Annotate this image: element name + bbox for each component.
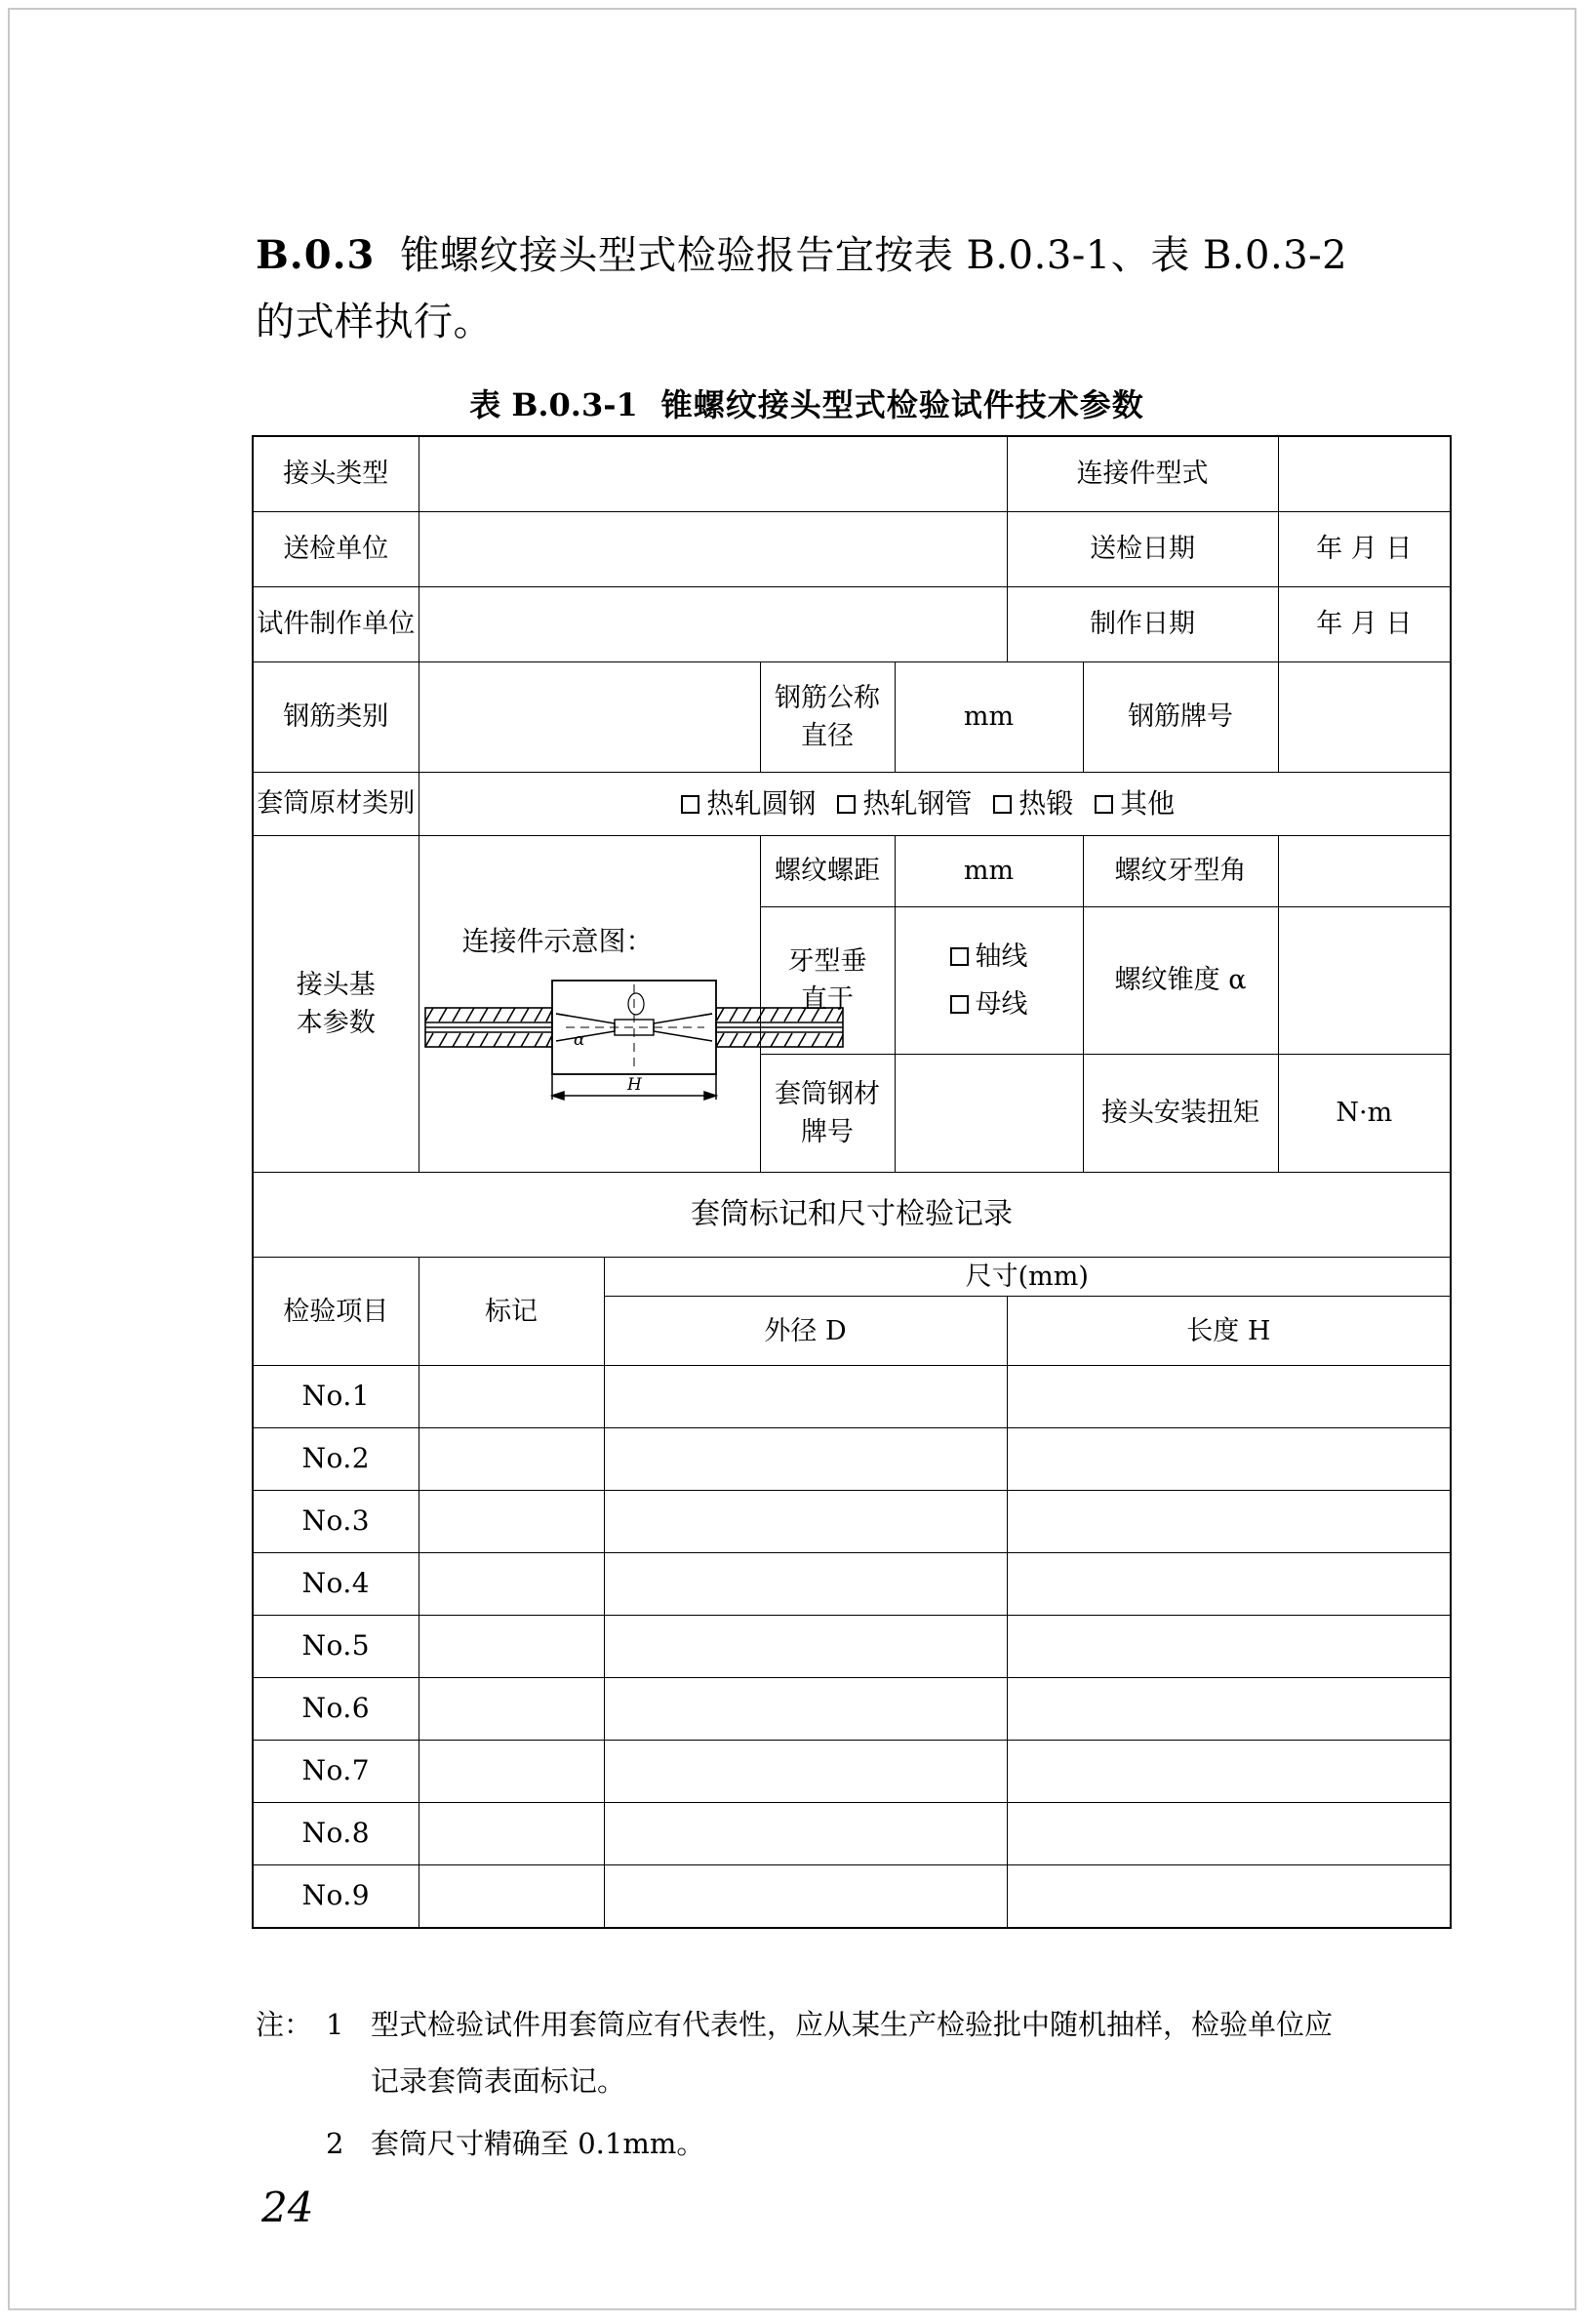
cell-mark[interactable] (419, 1553, 604, 1616)
cell-outer-diameter[interactable] (604, 1865, 1007, 1929)
tooth-perpendicular-options (895, 907, 1083, 1055)
table-row-submitting-unit (253, 512, 1451, 587)
table-row (253, 1803, 1451, 1865)
notes-label: 注： (256, 2008, 313, 2041)
cell-length[interactable] (1007, 1741, 1451, 1803)
cell-item: No.8 (253, 1803, 419, 1865)
note-text-1-line2: 记录套筒表面标记。 (371, 2064, 626, 2098)
table-caption (256, 381, 1358, 425)
label-sleeve-material: 套筒原材类别 (253, 773, 419, 836)
table-row (253, 1678, 1451, 1741)
label-submitting-unit: 送检单位 (253, 512, 419, 587)
option-label-2: 热锻 (1018, 786, 1074, 820)
value-sleeve-steel-grade[interactable] (895, 1055, 1083, 1173)
unit-thread-pitch: mm (895, 836, 1083, 907)
value-coupler-type[interactable] (1278, 436, 1451, 512)
table-caption-title: 锥螺纹接头型式检验试件技术参数 (660, 386, 1144, 423)
label-rebar-nominal-diameter-line1: 钢筋公称 (775, 682, 880, 713)
option-label-1: 热轧钢管 (862, 786, 973, 820)
cell-mark[interactable] (419, 1865, 604, 1929)
cell-item: No.4 (253, 1553, 419, 1616)
checkbox-icon[interactable] (837, 795, 856, 814)
value-joint-type[interactable] (419, 436, 1007, 512)
label-sleeve-steel-grade-line1: 套筒钢材 (775, 1078, 880, 1109)
table-row-sleeve-material (253, 773, 1451, 836)
cell-length[interactable] (1007, 1803, 1451, 1865)
unit-rebar-diameter: mm (895, 662, 1083, 773)
value-rebar-class[interactable] (419, 662, 760, 773)
cell-mark[interactable] (419, 1616, 604, 1678)
clause-paragraph (256, 222, 1358, 355)
label-rebar-grade: 钢筋牌号 (1083, 662, 1278, 773)
label-specimen-maker: 试件制作单位 (253, 587, 419, 662)
coupler-diagram-cell (419, 836, 760, 1173)
cell-item: No.3 (253, 1491, 419, 1553)
note-text-1-line1: 型式检验试件用套筒应有代表性，应从某生产检验批中随机抽样，检验单位应 (371, 2008, 1334, 2041)
option-label-axis: 轴线 (975, 942, 1028, 973)
cell-item: No.6 (253, 1678, 419, 1741)
coupler-diagram (419, 961, 760, 1107)
label-joint-type: 接头类型 (253, 436, 419, 512)
table-row (253, 1865, 1451, 1929)
checkbox-icon[interactable] (950, 947, 969, 966)
cell-outer-diameter[interactable] (604, 1553, 1007, 1616)
option-hot-forged[interactable] (993, 784, 1073, 824)
cell-mark[interactable] (419, 1741, 604, 1803)
technical-parameters-table (252, 435, 1450, 1929)
table-row-records-header-top (253, 1258, 1451, 1297)
table-row (253, 1366, 1451, 1428)
cell-outer-diameter[interactable] (604, 1616, 1007, 1678)
cell-outer-diameter[interactable] (604, 1678, 1007, 1741)
label-sleeve-steel-grade-line2: 牌号 (801, 1117, 854, 1147)
value-make-date[interactable]: 年 月 日 (1278, 587, 1451, 662)
cell-length[interactable] (1007, 1616, 1451, 1678)
cell-outer-diameter[interactable] (604, 1366, 1007, 1428)
table-row-thread-pitch (253, 836, 1451, 907)
table-row (253, 1741, 1451, 1803)
table-row (253, 1553, 1451, 1616)
cell-item: No.7 (253, 1741, 419, 1803)
label-basic-parameters-line2: 本参数 (296, 1008, 376, 1038)
cell-length[interactable] (1007, 1553, 1451, 1616)
cell-mark[interactable] (419, 1803, 604, 1865)
checkbox-icon[interactable] (993, 795, 1012, 814)
label-tooth-perpendicular-line2: 直于 (801, 984, 854, 1015)
label-thread-taper: 螺纹锥度 α (1083, 907, 1278, 1055)
option-hot-rolled-round-steel[interactable] (681, 784, 816, 824)
checkbox-icon[interactable] (681, 795, 699, 814)
cell-outer-diameter[interactable] (604, 1428, 1007, 1491)
label-rebar-class: 钢筋类别 (253, 662, 419, 773)
table-row (253, 1491, 1451, 1553)
cell-mark[interactable] (419, 1678, 604, 1741)
col-header-length: 长度 H (1007, 1297, 1451, 1366)
label-install-torque: 接头安装扭矩 (1083, 1055, 1278, 1173)
label-rebar-nominal-diameter (760, 662, 895, 773)
cell-item: No.1 (253, 1366, 419, 1428)
label-coupler-type: 连接件型式 (1007, 436, 1278, 512)
table-row (253, 1428, 1451, 1491)
table-row-joint-type (253, 436, 1451, 512)
option-axis[interactable] (896, 938, 1083, 976)
clause-number: B.0.3 (256, 232, 376, 278)
note-item-2 (256, 2115, 1407, 2172)
note-text-2-line1: 套筒尺寸精确至 0.1mm。 (371, 2127, 705, 2160)
clause-text: 锥螺纹接头型式检验报告宜按表 B.0.3-1、表 B.0.3-2 的式样执行。 (256, 233, 1348, 344)
cell-outer-diameter[interactable] (604, 1491, 1007, 1553)
option-label-0: 热轧圆钢 (706, 786, 817, 820)
table-caption-number: 表 B.0.3-1 (469, 386, 638, 423)
label-tooth-perpendicular-line1: 牙型垂 (787, 945, 867, 977)
label-thread-pitch: 螺纹螺距 (760, 836, 895, 907)
cell-mark[interactable] (419, 1491, 604, 1553)
note-index-2: 2 (326, 2127, 344, 2160)
page-number: 24 (261, 2184, 314, 2231)
table-row-section-title (253, 1173, 1451, 1258)
cell-length[interactable] (1007, 1865, 1451, 1929)
H-label: H (626, 1075, 642, 1096)
col-header-inspection-item: 检验项目 (253, 1258, 419, 1366)
section-title-sleeve-records: 套筒标记和尺寸检验记录 (253, 1173, 1451, 1258)
label-basic-parameters-line1: 接头基 (296, 969, 376, 1000)
note-index-1: 1 (326, 2008, 344, 2041)
cell-item: No.5 (253, 1616, 419, 1678)
cell-length[interactable] (1007, 1678, 1451, 1741)
cell-item: No.9 (253, 1865, 419, 1929)
option-other[interactable] (1095, 784, 1175, 824)
unit-install-torque: N·m (1278, 1055, 1451, 1173)
label-thread-angle: 螺纹牙型角 (1083, 836, 1278, 907)
label-basic-parameters (253, 836, 419, 1173)
cell-length[interactable] (1007, 1428, 1451, 1491)
cell-mark[interactable] (419, 1428, 604, 1491)
option-generatrix[interactable] (896, 985, 1083, 1023)
alpha-label: α (573, 1030, 584, 1051)
value-rebar-grade[interactable] (1278, 662, 1451, 773)
table-row-rebar-class (253, 662, 1451, 773)
col-header-mark: 标记 (419, 1258, 604, 1366)
cell-item: No.2 (253, 1428, 419, 1491)
cell-outer-diameter[interactable] (604, 1803, 1007, 1865)
option-label-generatrix: 母线 (975, 988, 1028, 1020)
cell-length[interactable] (1007, 1491, 1451, 1553)
table-row (253, 1616, 1451, 1678)
value-specimen-maker[interactable] (419, 587, 1007, 662)
value-thread-taper[interactable] (1278, 907, 1451, 1055)
checkbox-icon[interactable] (1095, 795, 1113, 814)
table-row-specimen-maker (253, 587, 1451, 662)
sleeve-material-options (419, 773, 1451, 836)
label-rebar-nominal-diameter-line2: 直径 (801, 721, 854, 751)
cell-length[interactable] (1007, 1366, 1451, 1428)
col-header-size: 尺寸(mm) (604, 1258, 1451, 1297)
value-submitting-unit[interactable] (419, 512, 1007, 587)
col-header-outer-diameter: 外径 D (604, 1297, 1007, 1366)
table-notes (256, 1996, 1407, 2172)
option-hot-rolled-steel-pipe[interactable] (837, 784, 972, 824)
value-thread-angle[interactable] (1278, 836, 1451, 907)
cell-outer-diameter[interactable] (604, 1741, 1007, 1803)
cell-mark[interactable] (419, 1366, 604, 1428)
note-item-1 (256, 1996, 1407, 2109)
option-label-3: 其他 (1120, 786, 1176, 820)
diagram-title: 连接件示意图： (461, 924, 654, 957)
value-submit-date[interactable]: 年 月 日 (1278, 512, 1451, 587)
label-submit-date: 送检日期 (1007, 512, 1278, 587)
checkbox-icon[interactable] (950, 995, 969, 1014)
coupler-schematic-svg (419, 961, 849, 1107)
label-make-date: 制作日期 (1007, 587, 1278, 662)
